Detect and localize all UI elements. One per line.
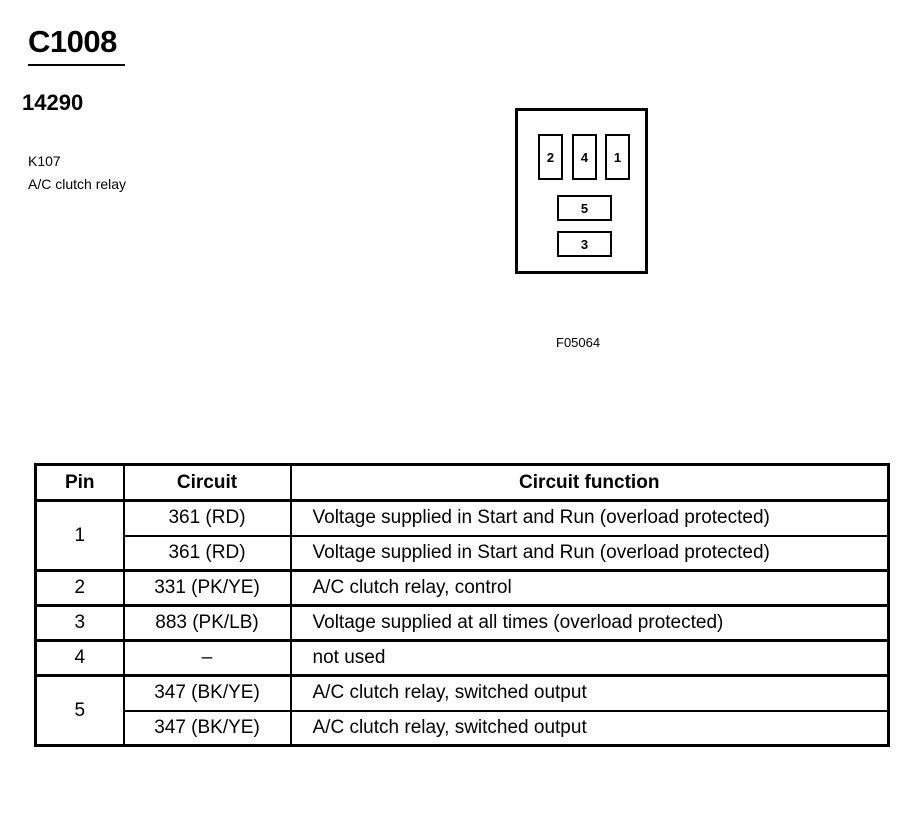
table-row [36,711,889,746]
pinout-table [34,463,890,747]
circuit-cell: 361 (RD) [124,536,291,571]
circuit-cell: 331 (PK/YE) [124,571,291,606]
table-row [36,676,889,711]
circuit-function-cell: A/C clutch relay, control [291,571,889,606]
pin-number-cell: 4 [36,641,124,676]
pin-number-cell: 5 [36,676,124,746]
pin-cavity-5: 5 [557,195,612,221]
table-row [36,571,889,606]
circuit-column-header: Circuit [124,465,291,501]
connector-face-diagram [515,108,648,274]
pin-number-cell: 2 [36,571,124,606]
pin-number-cell: 3 [36,606,124,641]
table-row [36,536,889,571]
component-reference: K107 [28,153,61,169]
pin-number-cell: 1 [36,501,124,571]
connector-id: C1008 [28,24,117,59]
pin-column-header: Pin [36,465,124,501]
circuit-function-cell: Voltage supplied in Start and Run (overload protected) [291,501,889,536]
part-number: 14290 [22,90,84,115]
table-row [36,606,889,641]
circuit-function-cell: A/C clutch relay, switched output [291,711,889,746]
component-description: A/C clutch relay [28,176,127,192]
function-column-header: Circuit function [291,465,889,501]
table-header-row [36,465,889,501]
pin-cavity-4: 4 [572,134,597,180]
circuit-cell: – [124,641,291,676]
circuit-function-cell: not used [291,641,889,676]
pin-cavity-2: 2 [538,134,563,180]
title-underline [28,64,125,66]
circuit-cell: 883 (PK/LB) [124,606,291,641]
pin-cavity-1: 1 [605,134,630,180]
circuit-cell: 347 (BK/YE) [124,711,291,746]
circuit-function-cell: Voltage supplied in Start and Run (overload protected) [291,536,889,571]
table-row [36,501,889,536]
circuit-cell: 347 (BK/YE) [124,676,291,711]
circuit-cell: 361 (RD) [124,501,291,536]
table-row [36,641,889,676]
circuit-function-cell: Voltage supplied at all times (overload protected) [291,606,889,641]
circuit-function-cell: A/C clutch relay, switched output [291,676,889,711]
figure-code: F05064 [556,335,601,350]
pin-cavity-3: 3 [557,231,612,257]
